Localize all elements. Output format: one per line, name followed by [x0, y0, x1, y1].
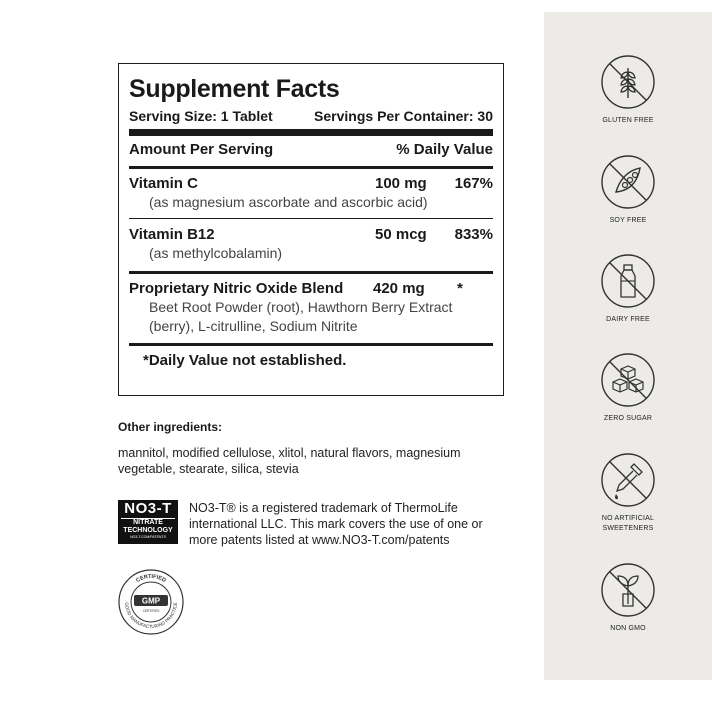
badge-soy-free [544, 154, 712, 226]
badge-label: NON GMO [610, 625, 646, 632]
blend-ingredients-line2: (berry), L-citrulline, Sodium Nitrite [149, 318, 358, 334]
nutrient-row [129, 174, 493, 193]
blend-dv: * [457, 280, 463, 297]
blend-row [129, 279, 493, 298]
sprout-icon [600, 562, 656, 618]
divider-medium [129, 166, 493, 169]
soybean-icon [600, 154, 656, 210]
no3-logo-mid: NITRATE TECHNOLOGY [121, 518, 175, 535]
blend-amount: 420 mg [373, 280, 425, 297]
badge-zero-sugar [544, 352, 712, 424]
no3-trademark-text [189, 500, 509, 548]
gmp-certified-seal [117, 568, 185, 636]
blend-name: Proprietary Nitric Oxide Blend [129, 280, 344, 297]
svg-text:GOOD MANUFACTURING PRACTICE [124, 602, 178, 629]
nutrient-amount: 100 mg [375, 175, 427, 192]
badge-non-gmo [544, 562, 712, 634]
badge-label: SOY FREE [609, 217, 647, 224]
no3-logo-small: NO3-T.COM/PATENTS [130, 535, 166, 539]
daily-value-label: % Daily Value [396, 141, 493, 158]
divider-medium [129, 271, 493, 274]
milk-bottle-icon [600, 253, 656, 309]
footnote: *Daily Value not established. [143, 352, 347, 369]
other-ingredients-line2: vegetable, stearate, silica, stevia [118, 462, 299, 476]
badge-no-artificial-sweeteners [544, 452, 712, 534]
gmp-ring-top: CERTIFIED [135, 573, 167, 584]
badge-label: DAIRY FREE [606, 316, 650, 323]
badge-label: ZERO SUGAR [603, 415, 653, 422]
no3-t-logo [118, 500, 178, 544]
other-ingredients-title: Other ingredients: [118, 420, 223, 434]
supplement-facts-panel [118, 63, 504, 396]
badge-gluten-free [544, 54, 712, 126]
nutrient-row [129, 225, 493, 244]
divider-medium [129, 343, 493, 346]
badge-dairy-free [544, 253, 712, 325]
other-ingredients-line1: mannitol, modified cellulose, xlitol, natural flavors, magnesium [118, 446, 461, 460]
nutrient-name: Vitamin C [129, 175, 198, 192]
nutrient-source: (as magnesium ascorbate and ascorbic acid) [149, 194, 428, 210]
serving-info [129, 107, 493, 125]
supplement-facts-title: Supplement Facts [129, 75, 340, 103]
wheat-icon [600, 54, 656, 110]
nutrient-name: Vitamin B12 [129, 226, 215, 243]
amount-header [129, 140, 493, 160]
badge-label [544, 514, 712, 534]
gmp-center-sub: CERTIFIED [142, 609, 160, 613]
no3-logo-big: NO3-T [124, 500, 172, 517]
divider-thick [129, 129, 493, 136]
nutrient-amount: 50 mcg [375, 226, 427, 243]
nutrient-dv: 167% [454, 175, 493, 192]
serving-size: Serving Size: 1 Tablet [129, 108, 273, 124]
gmp-ring-bottom: GOOD MANUFACTURING PRACTICE [123, 602, 179, 630]
no3-line2: international LLC. This mark covers the use of one or [189, 517, 483, 531]
no3-line1: NO3-T® is a registered trademark of ThermoLife [189, 501, 458, 515]
amount-per-serving-label: Amount Per Serving [129, 141, 274, 158]
divider-thin [129, 218, 493, 219]
servings-per-container: Servings Per Container: 30 [314, 108, 493, 124]
other-ingredients-text [118, 445, 498, 477]
allergen-badges-panel [544, 12, 712, 680]
no3-line3: more patents listed at www.NO3-T.com/patents [189, 533, 450, 547]
sugar-cubes-icon [600, 352, 656, 408]
badge-label-line2: SWEETENERS [602, 525, 654, 532]
badge-label-line1: NO ARTIFICIAL [601, 515, 655, 522]
dropper-icon [600, 452, 656, 508]
blend-ingredients-line1: Beet Root Powder (root), Hawthorn Berry Extract [149, 299, 453, 315]
badge-label: GLUTEN FREE [602, 117, 654, 124]
nutrient-dv: 833% [454, 226, 493, 243]
nutrient-source: (as methylcobalamin) [149, 245, 283, 261]
gmp-center: GMP [141, 596, 161, 606]
